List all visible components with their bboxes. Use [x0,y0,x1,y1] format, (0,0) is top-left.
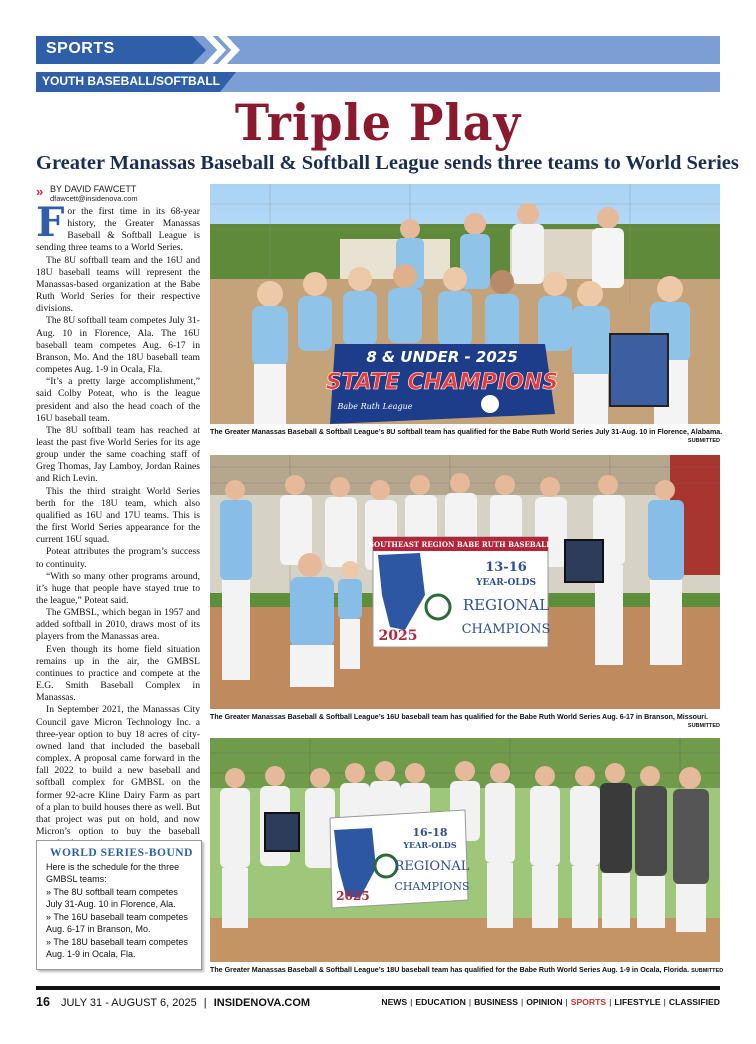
paragraph: The 8U softball team competes July 31-Aug. 10 in Florence, Ala. The 16U baseball team competes Aug. 6-17 in Branson, Mo. And the 18U baseball team competes Aug. 1-9 in Ocala, Fla. [36,315,200,376]
footer-nav-business[interactable]: BUSINESS [474,997,518,1007]
photo-credit: SUBMITTED [687,723,720,729]
sidebar-title: WORLD SERIES-BOUND [50,847,193,859]
paragraph: Poteat attributes the program’s success to continuity. [36,546,200,570]
subheadline: Greater Manassas Baseball & Softball League sends three teams to World Series [36,152,739,174]
photo-caption: The Greater Manassas Baseball & Softball League’s 8U softball team has qualified for the Babe Ruth World Series July 31-Aug. 10 in Florence, Alabama. [210,428,723,436]
banner-year: 2025 [378,628,418,644]
league-logo-icon [481,395,499,413]
footer-nav: NEWS | EDUCATION | BUSINESS | OPINION | SPORTS | LIFESTYLE | CLASSIFIED [381,997,720,1007]
sidebar-intro: Here is the schedule for the three GMBSL teams: [46,862,180,885]
paragraph: For the first time in its 68-year history, the Greater Manassas Baseball & Softball League is sending three teams to a World Series. [36,199,200,254]
page-number: 16 [36,995,50,1009]
banner-ages: 16-18 [412,826,448,839]
sidebar-item: » The 18U baseball team competes Aug. 1-9 in Ocala, Fla. [46,937,188,960]
banner-main2: CHAMPIONS [461,622,551,637]
site-url[interactable]: INSIDENOVA.COM [213,997,311,1009]
double-chevron-icon: » [36,184,44,199]
banner-main1: REGIONAL [462,596,550,614]
paragraph: “With so many other programs around, it’s huge that people have stayed true to the league,” Poteat said. [36,570,200,606]
framed-poster [565,540,603,582]
sidebar-item: » The 16U baseball team competes Aug. 6-17 in Branson, Mo. [46,912,188,935]
byline-email[interactable]: dfawcett@insidenova.com [50,194,138,203]
banner-main1: REGIONAL [394,859,470,874]
banner-line2: STATE CHAMPIONS [325,370,559,395]
photo-caption: The Greater Manassas Baseball & Softball League’s 16U baseball team has qualified for the Babe Ruth World Series Aug. 6-17 in Branson, Missouri. [210,713,709,721]
paragraph: Even though its home field situation remains up in the air, the GMBSL continues to practice and compete at the E.G. Smith Baseball Complex in Manassas. [36,643,200,704]
footer-nav-lifestyle[interactable]: LIFESTYLE [614,997,661,1007]
banner-main2: CHAMPIONS [394,880,470,893]
paragraph: The 8U softball team has reached at least the past five World Series for its age group under the same coaching staff of Greg Thomas, Jay Lamboy, Jordan Raines and Rich Levin. [36,424,200,485]
paragraph: The GMBSL, which began in 1957 and added softball in 2010, draws most of its players from the Manassas area. [36,607,200,643]
article-body [36,199,200,850]
banner-line1: 8 & UNDER - 2025 [366,348,518,366]
footer-info: 16 JULY 31 - AUGUST 6, 2025 | INSIDENOVA.COM [36,995,311,1009]
photo-8u-image [210,184,720,424]
dropcap: F [36,199,65,246]
banner-sub: YEAR-OLDS [476,578,536,588]
headline: Triple Play [234,93,522,152]
framed-poster [265,813,299,851]
banner-year: 2025 [336,889,370,903]
photo-caption: The Greater Manassas Baseball & Softball League’s 18U baseball team has qualified for the Babe Ruth World Series Aug. 1-9 in Ocala, Florida. SUBMITTED [210,966,724,974]
photo-18u-image [210,738,720,962]
photo-18u-baseball [210,738,720,962]
section-label: SPORTS [46,40,115,57]
banner-small: Babe Ruth League [337,402,413,411]
footer-rule [36,986,720,990]
paragraph: This the third straight World Series berth for the 18U team, which also qualified as 16U and 17U teams. This is the first World Series appearance for the current 16U squad. [36,485,200,546]
regional-champions-banner-16u [369,537,551,647]
banner-ages: 13-16 [485,560,527,575]
framed-poster [610,334,668,406]
footer-nav-classified[interactable]: CLASSIFIED [668,997,720,1007]
footer-nav-news[interactable]: NEWS [381,997,408,1007]
paragraph: The 8U softball team and the 16U and 18U baseball teams will represent the Manassas-based organization at the Babe Ruth World Series for their respective divisions. [36,254,200,315]
paragraph: In September 2021, the Manassas City Council gave Micron Technology Inc. a three-year option to buy 18 acres of city-owned land that included the baseball complex. A proposal came forward in the fall 2022 to build a new baseball and softball complex for GMBSL on the former 92-acre Kline Dairy Farm as part of a plan to build houses there as well. But that project was put on hold, and now Micron’s option to buy the baseball [36,704,200,837]
byline-author: BY DAVID FAWCETT [50,184,137,194]
photo-16u-image [210,455,720,709]
issue-dates: JULY 31 - AUGUST 6, 2025 [60,997,197,1009]
league-logo-icon [426,595,450,619]
state-champions-banner [326,344,559,424]
banner-sub: YEAR-OLDS [403,840,457,850]
footer-nav-sports[interactable]: SPORTS [570,997,607,1007]
regional-champions-banner-18u [330,810,470,908]
photo-8u-softball [210,184,720,424]
sidebar-item: » The 8U softball team competes July 31-Aug. 10 in Florence, Ala. [46,887,178,910]
paragraph: “It’s a pretty large accomplishment,” said Colby Poteat, who is the league president and also the head coach of the 16U baseball team. [36,376,200,424]
photo-16u-baseball [210,455,720,709]
subsection-label: YOUTH BASEBALL/SOFTBALL [42,74,220,88]
footer-nav-education[interactable]: EDUCATION [415,997,466,1007]
photo-credit: SUBMITTED [687,438,720,444]
banner-top: SOUTHEAST REGION BABE RUTH BASEBALL [368,540,552,549]
footer-nav-opinion[interactable]: OPINION [526,997,563,1007]
